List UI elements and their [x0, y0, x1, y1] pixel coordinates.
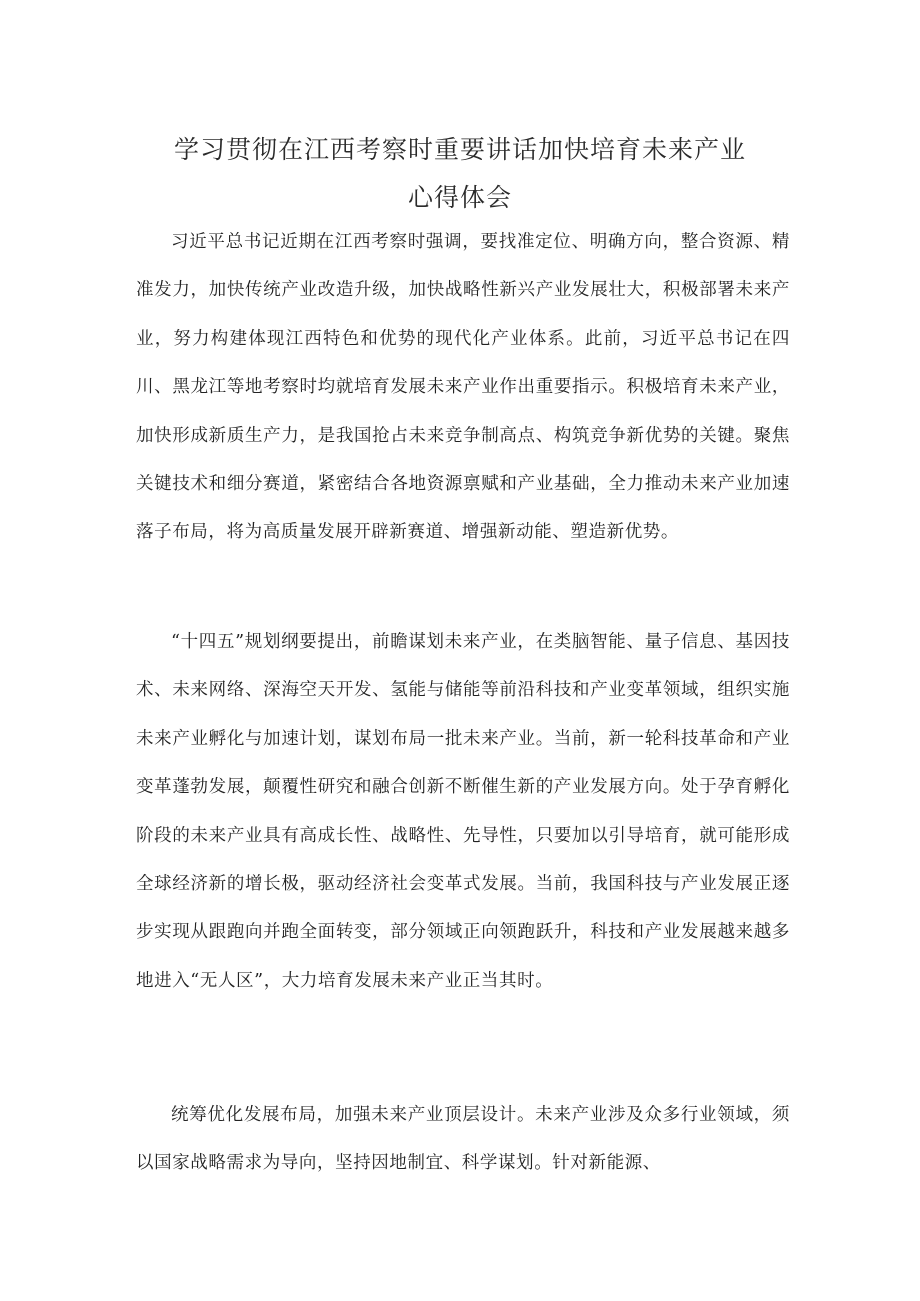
- document-title-line-1: 学习贯彻在江西考察时重要讲话加快培育未来产业: [173, 135, 746, 164]
- document-title-line-2: 心得体会: [407, 183, 512, 212]
- paragraph-2: “十四五”规划纲要提出，前瞻谋划未来产业，在类脑智能、量子信息、基因技术、未来网络、深海空天开发、氢能与储能等前沿科技和产业变革领域，组织实施未来产业孵化与加速计划，谋划布局一批未来产业。当前，新一轮科技革命和产业变革蓬勃发展，颠覆性研究和融合创新不断催生新的产业发展方向。处于孕育孵化阶段的未来产业具有高成长性、战略性、先导性，只要加以引导培育，就可能形成全球经济新的增长极，驱动经济社会变革式发展。当前，我国科技与产业发展正逐步实现从跟跑向并跑全面转变，部分领域正向领跑跃升，科技和产业发展越来越多地进入“无人区”，大力培育发展未来产业正当其时。: [136, 632, 790, 991]
- paragraph-1: 习近平总书记近期在江西考察时强调，要找准定位、明确方向，整合资源、精准发力，加快传统产业改造升级，加快战略性新兴产业发展壮大，积极部署未来产业，努力构建体现江西特色和优势的现代化产业体系。此前，习近平总书记在四川、黑龙江等地考察时均就培育发展未来产业作出重要指示。积极培育未来产业，加快形成新质生产力，是我国抢占未来竞争制高点、构筑竞争新优势的关键。聚焦关键技术和细分赛道，紧密结合各地资源禀赋和产业基础，全力推动未来产业加速落子布局，将为高质量发展开辟新赛道、增强新动能、塑造新优势。: [136, 232, 790, 543]
- paragraph-3: 统筹优化发展布局，加强未来产业顶层设计。未来产业涉及众多行业领域，须以国家战略需求为导向，坚持因地制宜、科学谋划。针对新能源、: [136, 1105, 790, 1174]
